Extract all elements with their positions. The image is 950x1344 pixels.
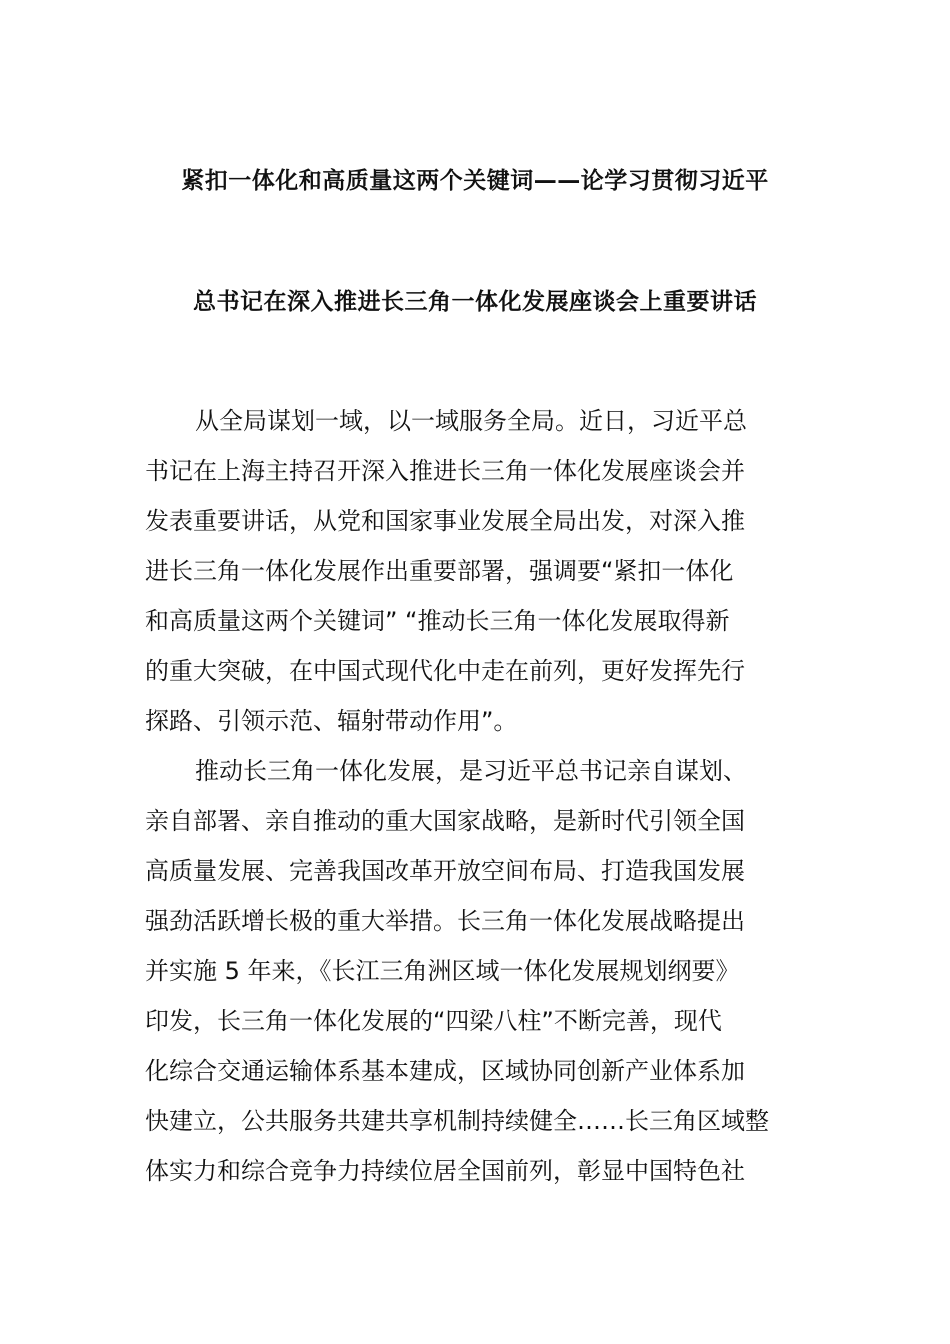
paragraph-line: 从全局谋划一域，以一域服务全局。近日，习近平总: [195, 407, 747, 435]
paragraph-2: [145, 746, 810, 1196]
paragraph-line: 书记在上海主持召开深入推进长三角一体化发展座谈会并: [145, 457, 745, 485]
document-title-line-1: 紧扣一体化和高质量这两个关键词——论学习贯彻习近平: [181, 168, 769, 194]
paragraph-1: [145, 396, 810, 746]
paragraph-line: 印发，长三角一体化发展的“四梁八柱”不断完善，现代: [145, 1007, 722, 1035]
paragraph-line: 强劲活跃增长极的重大举措。长三角一体化发展战略提出: [145, 907, 745, 935]
paragraph-line: 化综合交通运输体系基本建成，区域协同创新产业体系加: [145, 1057, 745, 1085]
paragraph-line: 进长三角一体化发展作出重要部署，强调要“紧扣一体化: [145, 557, 734, 585]
paragraph-line: 体实力和综合竞争力持续位居全国前列，彰显中国特色社: [145, 1157, 745, 1185]
paragraph-line: 发表重要讲话，从党和国家事业发展全局出发，对深入推: [145, 507, 745, 535]
paragraph-line: 推动长三角一体化发展，是习近平总书记亲自谋划、: [195, 757, 747, 785]
paragraph-line: 探路、引领示范、辐射带动作用”。: [145, 707, 518, 735]
paragraph-line: 高质量发展、完善我国改革开放空间布局、打造我国发展: [145, 857, 745, 885]
paragraph-line: 和高质量这两个关键词” “推动长三角一体化发展取得新: [145, 607, 730, 635]
paragraph-line: 亲自部署、亲自推动的重大国家战略，是新时代引领全国: [145, 807, 745, 835]
paragraph-line: 快建立，公共服务共建共享机制持续健全……长三角区域整: [145, 1107, 769, 1135]
paragraph-line: 并实施 5 年来，《长江三角洲区域一体化发展规划纲要》: [145, 957, 740, 985]
paragraph-line: 的重大突破，在中国式现代化中走在前列，更好发挥先行: [145, 657, 745, 685]
document-title-line-2: 总书记在深入推进长三角一体化发展座谈会上重要讲话: [193, 289, 757, 315]
